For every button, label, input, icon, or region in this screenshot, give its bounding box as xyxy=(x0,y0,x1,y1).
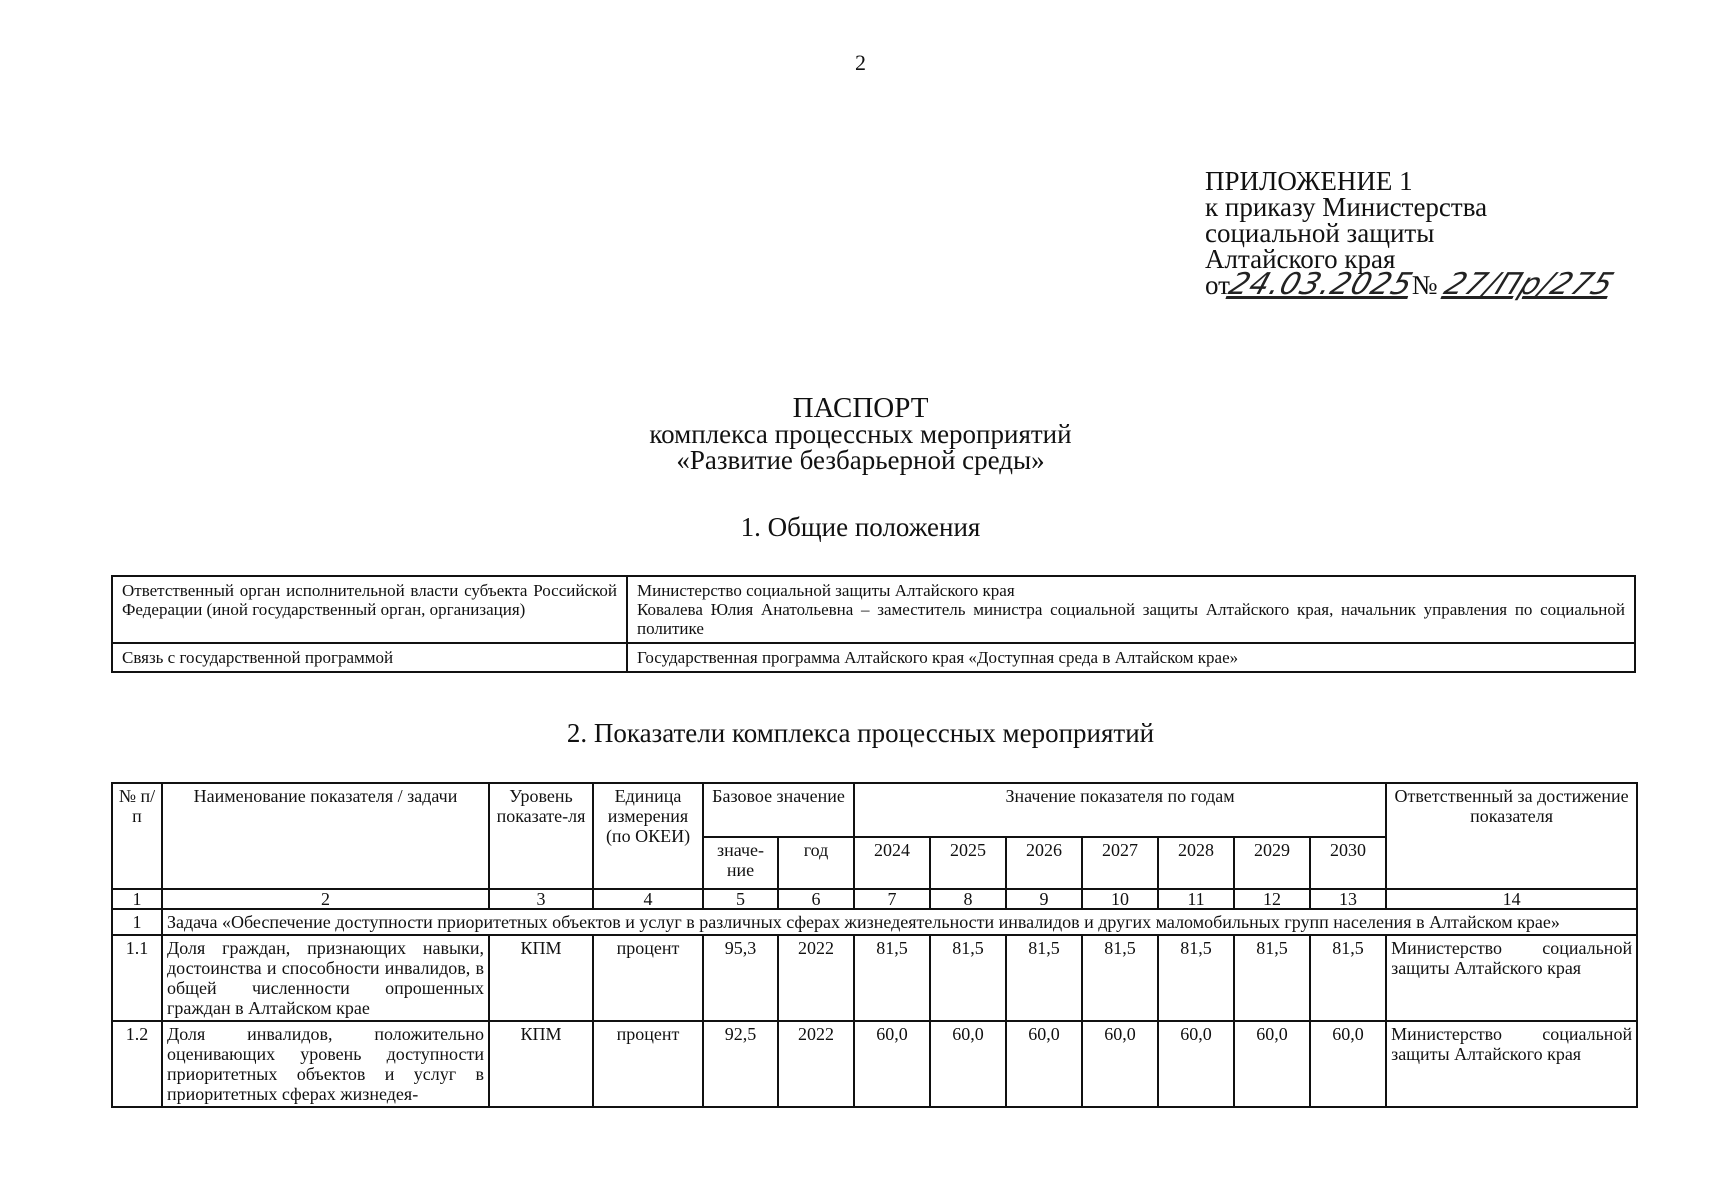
table-row xyxy=(112,1021,1637,1107)
year-value: 81,5 xyxy=(1158,935,1234,1021)
page-number: 2 xyxy=(855,50,866,75)
header-base-year: год xyxy=(778,837,854,889)
header-year: 2028 xyxy=(1158,837,1234,889)
year-value: 60,0 xyxy=(1006,1021,1082,1107)
row-num: 1.1 xyxy=(112,935,162,1021)
indicator-unit: процент xyxy=(593,1021,703,1107)
year-value: 60,0 xyxy=(1310,1021,1386,1107)
appendix-block xyxy=(1205,166,1620,302)
passport-name: «Развитие безбарьерной среды» xyxy=(676,445,1045,475)
header-year: 2030 xyxy=(1310,837,1386,889)
appendix-line-ministry: социальной защиты xyxy=(1205,218,1435,248)
task-num: 1 xyxy=(112,909,162,935)
year-value: 60,0 xyxy=(930,1021,1006,1107)
column-number-row xyxy=(112,889,1637,909)
base-year: 2022 xyxy=(778,1021,854,1107)
section1-heading: 1. Общие положения xyxy=(740,512,981,542)
task-text: Задача «Обеспечение доступности приоритетных объектов и услуг в различных сферах жизнедеятельности инвалидов и других маломобильных групп населения в Алтайском крае» xyxy=(162,909,1637,935)
section2-heading: 2. Показатели комплекса процессных мероприятий xyxy=(566,718,1155,748)
indicator-name: Доля граждан, признающих навыки, достоинства и способности инвалидов, в общей численности опрошенных граждан в Алтайском крае xyxy=(162,935,489,1021)
responsible-ministry: Министерство социальной защиты Алтайского края xyxy=(637,581,1015,600)
header-years-group: Значение показателя по годам xyxy=(854,783,1386,837)
header-year: 2027 xyxy=(1082,837,1158,889)
handwritten-number: 27/Пр/275 xyxy=(1438,267,1620,302)
column-number: 9 xyxy=(1006,889,1082,909)
task-row xyxy=(112,909,1637,935)
header-year: 2026 xyxy=(1006,837,1082,889)
header-level: Уровень показате-ля xyxy=(489,783,593,889)
header-unit: Единица измерения (по ОКЕИ) xyxy=(593,783,703,889)
column-number: 4 xyxy=(593,889,703,909)
appendix-title: ПРИЛОЖЕНИЕ 1 xyxy=(1205,166,1413,196)
year-value: 60,0 xyxy=(1158,1021,1234,1107)
base-value: 95,3 xyxy=(703,935,778,1021)
passport-subtitle: комплекса процессных мероприятий xyxy=(649,419,1072,449)
column-number: 2 xyxy=(162,889,489,909)
responsible: Министерство социальной защиты Алтайского края xyxy=(1386,1021,1637,1107)
from-label: от xyxy=(1205,270,1230,300)
year-value: 81,5 xyxy=(854,935,930,1021)
responsible-body-value xyxy=(627,576,1635,643)
year-value: 81,5 xyxy=(1082,935,1158,1021)
table-row xyxy=(112,643,1635,672)
header-responsible: Ответственный за достижение показателя xyxy=(1386,783,1637,889)
column-number: 1 xyxy=(112,889,162,909)
column-number: 10 xyxy=(1082,889,1158,909)
column-number: 3 xyxy=(489,889,593,909)
header-year: 2029 xyxy=(1234,837,1310,889)
header-year: 2025 xyxy=(930,837,1006,889)
header-num: № п/п xyxy=(112,783,162,889)
header-name: Наименование показателя / задачи xyxy=(162,783,489,889)
indicators-table xyxy=(111,782,1638,1108)
indicator-unit: процент xyxy=(593,935,703,1021)
handwritten-date: 24.03.2025 xyxy=(1224,267,1418,302)
table-row xyxy=(112,576,1635,643)
base-value: 92,5 xyxy=(703,1021,778,1107)
responsible-person: Ковалева Юлия Анатольевна – заместитель министра социальной защиты Алтайского края, начальник управления по социальной политике xyxy=(637,600,1625,638)
appendix-line-region: Алтайского края xyxy=(1205,244,1396,274)
column-number: 5 xyxy=(703,889,778,909)
program-link-value: Государственная программа Алтайского края «Доступная среда в Алтайском крае» xyxy=(627,643,1635,672)
row-num: 1.2 xyxy=(112,1021,162,1107)
program-link-label: Связь с государственной программой xyxy=(112,643,627,672)
indicator-level: КПМ xyxy=(489,1021,593,1107)
table-row xyxy=(112,935,1637,1021)
indicator-level: КПМ xyxy=(489,935,593,1021)
header-base: Базовое значение xyxy=(703,783,854,837)
responsible-body-label: Ответственный орган исполнительной власти субъекта Российской Федерации (иной государственный орган, организация) xyxy=(112,576,627,643)
year-value: 81,5 xyxy=(930,935,1006,1021)
indicator-name: Доля инвалидов, положительно оценивающих уровень доступности приоритетных объектов и услуг в приоритетных сферах жизнедея- xyxy=(162,1021,489,1107)
column-number: 13 xyxy=(1310,889,1386,909)
number-label: № xyxy=(1411,270,1438,300)
year-value: 81,5 xyxy=(1234,935,1310,1021)
appendix-line-order: к приказу Министерства xyxy=(1205,192,1488,222)
year-value: 60,0 xyxy=(854,1021,930,1107)
column-number: 8 xyxy=(930,889,1006,909)
column-number: 6 xyxy=(778,889,854,909)
general-provisions-table xyxy=(111,575,1636,673)
responsible: Министерство социальной защиты Алтайского края xyxy=(1386,935,1637,1021)
year-value: 60,0 xyxy=(1082,1021,1158,1107)
column-number: 14 xyxy=(1386,889,1637,909)
passport-title: ПАСПОРТ xyxy=(792,392,929,424)
column-number: 7 xyxy=(854,889,930,909)
passport-title-block xyxy=(0,392,1721,475)
year-value: 81,5 xyxy=(1006,935,1082,1021)
header-year: 2024 xyxy=(854,837,930,889)
base-year: 2022 xyxy=(778,935,854,1021)
appendix-date-number xyxy=(1205,267,1620,302)
column-number: 12 xyxy=(1234,889,1310,909)
year-value: 81,5 xyxy=(1310,935,1386,1021)
column-number: 11 xyxy=(1158,889,1234,909)
year-value: 60,0 xyxy=(1234,1021,1310,1107)
header-base-value: значе-ние xyxy=(703,837,778,889)
header-row xyxy=(112,783,1637,837)
